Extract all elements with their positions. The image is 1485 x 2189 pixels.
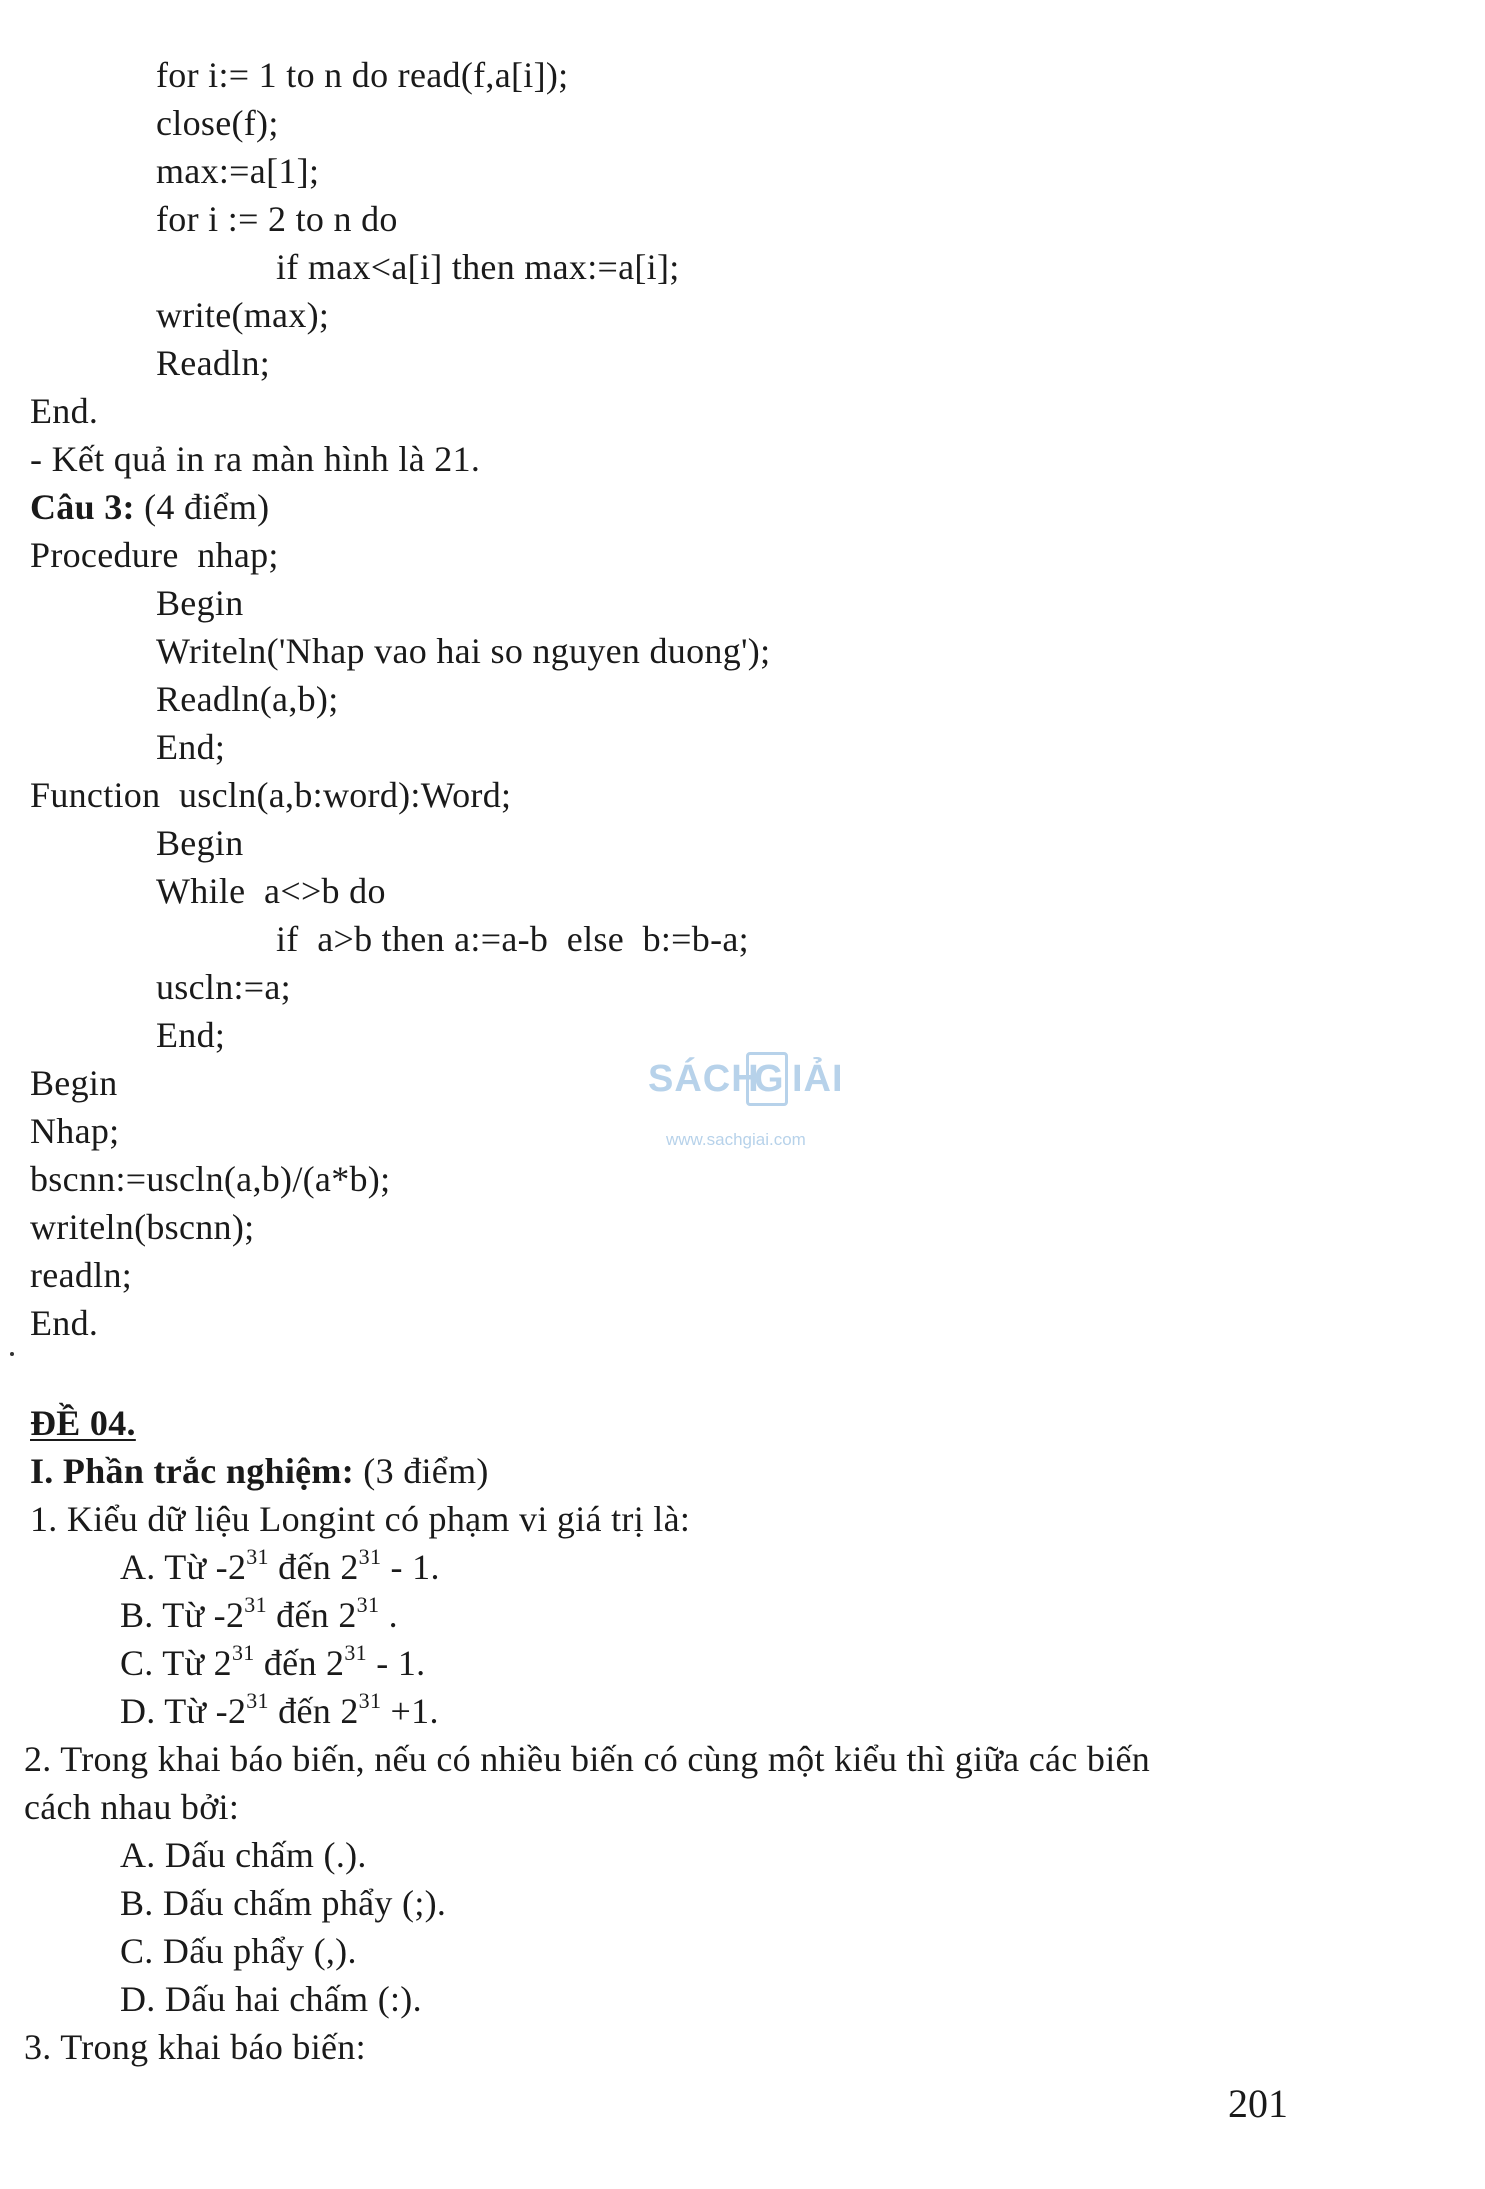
option-text: đến 2	[254, 1643, 345, 1683]
code-line: Nhap;	[30, 1111, 120, 1151]
question-points: (4 điểm)	[134, 487, 270, 527]
exponent: 31	[246, 1544, 269, 1569]
option-text: đến 2	[266, 1595, 357, 1635]
option-text: B. Từ -2	[120, 1595, 245, 1635]
q1-option-d	[120, 1688, 439, 1731]
option-text: D. Từ -2	[120, 1691, 247, 1731]
q2-option-a: A. Dấu chấm (.).	[120, 1835, 367, 1875]
section-points: (3 điểm)	[354, 1451, 489, 1491]
option-text: +1.	[381, 1691, 439, 1731]
code-line: End.	[30, 391, 99, 431]
code-line: write(max);	[156, 295, 330, 335]
code-line: if max<a[i] then max:=a[i];	[276, 247, 680, 287]
q2-option-d: D. Dấu hai chấm (:).	[120, 1979, 422, 2019]
code-line: uscln:=a;	[156, 967, 291, 1007]
question-3-heading	[30, 487, 269, 527]
code-line: Readln;	[156, 343, 271, 383]
code-line: Begin	[30, 1063, 118, 1103]
q2-option-c: C. Dấu phẩy (,).	[120, 1931, 357, 1971]
section-label: I. Phần trắc nghiệm:	[30, 1451, 354, 1491]
code-line: Begin	[156, 823, 244, 863]
option-text: - 1.	[381, 1547, 440, 1587]
exponent: 31	[231, 1640, 255, 1665]
question-label: Câu 3:	[30, 487, 135, 527]
code-line: Procedure nhap;	[30, 535, 279, 575]
code-line: if a>b then a:=a-b else b:=b-a;	[276, 919, 749, 959]
exam-title: ĐỀ 04.	[30, 1403, 136, 1443]
option-text: - 1.	[366, 1643, 426, 1683]
code-line: close(f);	[156, 103, 279, 143]
question-3-text: 3. Trong khai báo biến:	[24, 2027, 366, 2067]
q2-option-b: B. Dấu chấm phẩy (;).	[120, 1883, 447, 1923]
exponent: 31	[356, 1592, 380, 1617]
option-text: .	[379, 1595, 398, 1635]
section-heading	[30, 1451, 489, 1491]
code-line: for i:= 1 to n do read(f,a[i]);	[156, 55, 569, 95]
exponent: 31	[358, 1688, 382, 1713]
code-line: While a<>b do	[156, 871, 386, 911]
watermark-brand-left: SÁCH	[648, 1058, 760, 1100]
code-line: readln;	[30, 1255, 133, 1295]
option-text: đến 2	[268, 1691, 359, 1731]
exponent: 31	[358, 1544, 382, 1569]
code-line: Begin	[156, 583, 244, 623]
code-line: Function uscln(a,b:word):Word;	[30, 775, 512, 815]
watermark-url: www.sachgiai.com	[666, 1130, 806, 1149]
option-text: đến 2	[268, 1547, 359, 1587]
code-line: Readln(a,b);	[156, 679, 339, 719]
exponent: 31	[244, 1592, 267, 1617]
code-line: bscnn:=uscln(a,b)/(a*b);	[30, 1159, 391, 1199]
option-text: C. Từ 2	[120, 1643, 232, 1683]
code-line: for i := 2 to n do	[156, 199, 398, 239]
watermark-brand-right: IẢI	[792, 1058, 844, 1100]
q1-option-b	[120, 1592, 398, 1635]
watermark-logo	[648, 1058, 868, 1178]
code-line: max:=a[1];	[156, 151, 320, 191]
stray-mark	[10, 1352, 14, 1356]
code-line: Writeln('Nhap vao hai so nguyen duong');	[156, 631, 771, 671]
code-line: writeln(bscnn);	[30, 1207, 255, 1247]
exponent: 31	[344, 1640, 367, 1665]
question-2-text: cách nhau bởi:	[24, 1787, 240, 1827]
code-line: End.	[30, 1303, 99, 1343]
exponent: 31	[246, 1688, 269, 1713]
code-line: End;	[156, 727, 226, 767]
question-1-text: 1. Kiểu dữ liệu Longint có phạm vi giá trị là:	[30, 1499, 691, 1539]
code-line: End;	[156, 1015, 226, 1055]
question-2-text: 2. Trong khai báo biến, nếu có nhiều biến có cùng một kiểu thì giữa các biến	[24, 1739, 1151, 1779]
watermark-brand-mid: G	[754, 1058, 785, 1100]
page-number: 201	[1228, 2081, 1288, 2126]
result-text: - Kết quả in ra màn hình là 21.	[30, 439, 481, 479]
q1-option-a	[120, 1544, 440, 1587]
q1-option-c	[120, 1640, 426, 1683]
option-text: A. Từ -2	[120, 1547, 247, 1587]
